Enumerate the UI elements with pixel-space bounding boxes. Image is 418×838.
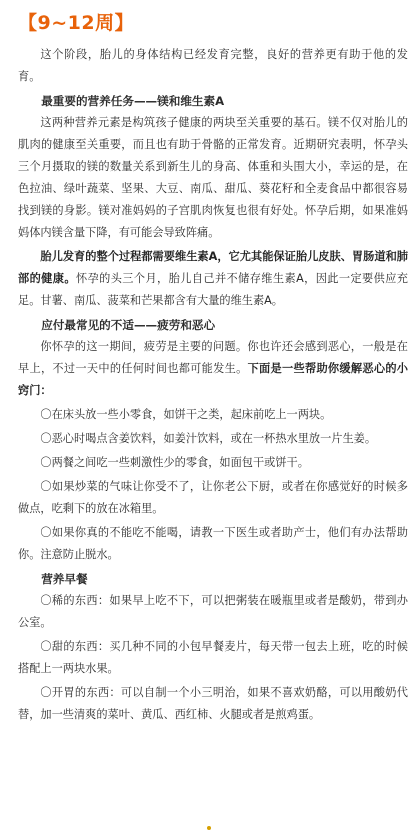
magnesium-vitamin-a-title: 最重要的营养任务——镁和维生素A: [41, 94, 225, 108]
breakfast-title: 营养早餐: [41, 572, 88, 586]
tip-item: 〇如果炒菜的气味让你受不了，让你老公下厨，或者在你感觉好的时候多做点，吃剩下的放在冰箱里。: [18, 480, 408, 515]
vitamin-a-paragraph: [18, 246, 408, 312]
tip-item: 〇恶心时喝点含姜饮料，如姜汁饮料，或在一杯热水里放一片生姜。: [40, 432, 377, 445]
fatigue-nausea-title: 应付最常见的不适——疲劳和恶心: [41, 318, 216, 332]
vitamin-a-body: 怀孕的头三个月，胎儿自己并不储存维生素A，因此一定要供应充足。甘薯、南瓜、菠菜和芒果都含有大量的维生素A。: [18, 272, 408, 307]
fatigue-body: 你怀孕的这一期间，疲劳是主要的问题。你也许还会感到恶心，一般是在早上，不过一天中的任何时间也都可能发生。: [18, 340, 408, 375]
breakfast-item: 〇开胃的东西：可以自制一个小三明治，如果不喜欢奶酪，可以用酸奶代替，加一些清爽的菜叶、黄瓜、西红柿、火腿或者是煎鸡蛋。: [18, 686, 408, 721]
vitamin-a-lead: 胎儿发育的整个过程都需要维生素A，它尤其能保证胎儿皮肤、胃肠道和肺部的健康。: [18, 250, 408, 285]
tip-item: 〇如果你真的不能吃不能喝，请教一下医生或者助产士，他们有办法帮助你。注意防止脱水。: [18, 526, 408, 561]
decorative-dot: [207, 826, 211, 830]
tip-item: 〇在床头放一些小零食，如饼干之类，起床前吃上一两块。: [40, 408, 332, 421]
tip-item: 〇两餐之间吃一些刺激性少的零食，如面包干或饼干。: [40, 456, 309, 469]
magnesium-paragraph: 这两种营养元素是构筑孩子健康的两块至关重要的基石。镁不仅对胎儿的肌肉的健康至关重要，而且也有助于骨骼的正常发育。近期研究表明，怀孕头三个月摄取的镁的数量关系到新生儿的身高、体重和头围大小，幸运的是，在色拉油、绿叶蔬菜、坚果、大豆、南瓜、甜瓜、葵花籽和全麦食品中都很容易找到镁的身影。镁对准妈妈的子宫肌肉恢复也很有好处。怀孕后期，如果准妈妈体内镁含量下降，有可能会导致阵痛。: [18, 116, 408, 239]
fatigue-paragraph: [18, 336, 408, 402]
breakfast-item: 〇甜的东西：买几种不同的小包早餐麦片，每天带一包去上班，吃的时候搭配上一两块水果。: [18, 640, 408, 675]
intro-paragraph: 这个阶段，胎儿的身体结构已经发育完整，良好的营养更有助于他的发育。: [18, 48, 408, 83]
breakfast-item: 〇稀的东西：如果早上吃不下，可以把粥装在暖瓶里或者是酸奶，带到办公室。: [18, 594, 408, 629]
tips-lead: 下面是一些帮助你缓解恶心的小窍门：: [18, 362, 408, 397]
section-heading: 【9~12周】: [18, 12, 135, 34]
